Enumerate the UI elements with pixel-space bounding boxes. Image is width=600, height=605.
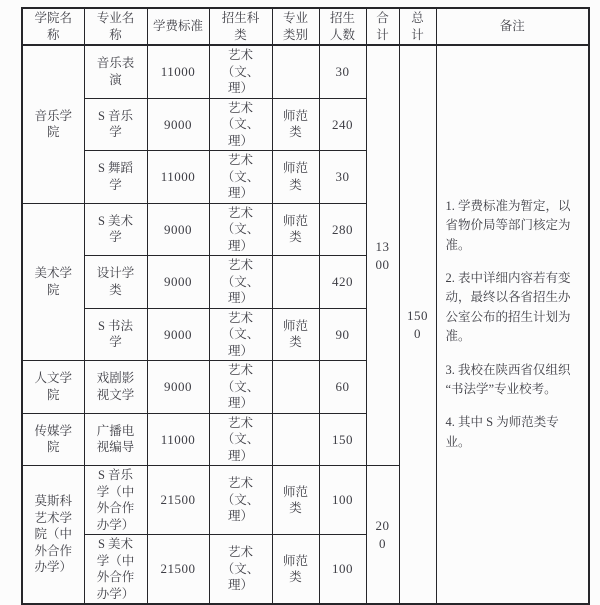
remark-item: 3. 我校在陕西省仅组织“书法学”专业校考。 [445,362,571,396]
remark-item: 4. 其中 S 为师范类专业。 [445,415,559,449]
cell-count: 150 [319,413,366,466]
cell-subject: 艺术（文、理） [209,308,272,361]
col-header-subtotal: 合计 [366,8,399,45]
cell-tuition: 9000 [147,361,209,414]
cell-category: 师范类 [272,151,319,204]
col-header-major: 专业名称 [84,8,147,45]
cell-category: 师范类 [272,203,319,256]
cell-category: 师范类 [272,98,319,151]
remark-item: 1. 学费标准为暂定，以省物价局等部门核定为准。 [445,198,571,252]
cell-tuition: 9000 [147,308,209,361]
cell-tuition: 21500 [147,535,209,605]
cell-major: 戏剧影视文学 [84,361,147,414]
cell-category [272,413,319,466]
cell-count: 90 [319,308,366,361]
cell-subject: 艺术（文、理） [209,98,272,151]
col-header-category: 专业类别 [272,8,319,45]
cell-category [272,361,319,414]
cell-major: S 音乐学 [84,98,147,151]
table-row [22,45,589,98]
cell-major: S 美术学（中外合作办学） [84,535,147,605]
cell-tuition: 9000 [147,256,209,309]
col-header-total: 总计 [399,8,436,45]
cell-category: 师范类 [272,535,319,605]
cell-category [272,45,319,98]
cell-major: 广播电视编导 [84,413,147,466]
cell-major: S 书法学 [84,308,147,361]
cell-grand-total: 1500 [399,45,436,604]
cell-category: 师范类 [272,466,319,535]
cell-subject: 艺术（文、理） [209,256,272,309]
cell-subject: 艺术（文、理） [209,45,272,98]
cell-count: 280 [319,203,366,256]
cell-tuition: 9000 [147,203,209,256]
cell-tuition: 21500 [147,466,209,535]
cell-subtotal: 1300 [366,45,399,466]
cell-college: 音乐学院 [22,45,84,203]
cell-count: 30 [319,45,366,98]
cell-count: 240 [319,98,366,151]
cell-major: 设计学类 [84,256,147,309]
admission-plan-table [21,7,590,605]
cell-subtotal: 200 [366,466,399,605]
cell-subject: 艺术（文、理） [209,466,272,535]
cell-count: 420 [319,256,366,309]
col-header-tuition: 学费标准 [147,8,209,45]
cell-remarks [436,45,589,604]
cell-college: 传媒学院 [22,413,84,466]
cell-tuition: 9000 [147,98,209,151]
cell-major: S 舞蹈学 [84,151,147,204]
cell-count: 100 [319,466,366,535]
cell-count: 100 [319,535,366,605]
col-header-remarks: 备注 [436,8,589,45]
cell-tuition: 11000 [147,45,209,98]
cell-category [272,256,319,309]
col-header-count: 招生人数 [319,8,366,45]
cell-category: 师范类 [272,308,319,361]
col-header-college: 学院名称 [22,8,84,45]
cell-subject: 艺术（文、理） [209,413,272,466]
cell-major: S 音乐学（中外合作办学） [84,466,147,535]
cell-subject: 艺术（文、理） [209,535,272,605]
col-header-subject: 招生科类 [209,8,272,45]
cell-subject: 艺术（文、理） [209,151,272,204]
cell-subject: 艺术（文、理） [209,361,272,414]
cell-major: 音乐表演 [84,45,147,98]
header-row [22,8,589,45]
cell-college: 人文学院 [22,361,84,414]
cell-count: 30 [319,151,366,204]
cell-college: 莫斯科艺术学院（中外合作办学） [22,466,84,605]
cell-count: 60 [319,361,366,414]
cell-subject: 艺术（文、理） [209,203,272,256]
cell-major: S 美术学 [84,203,147,256]
remark-item: 2. 表中详细内容若有变动，最终以各省招生办公室公布的招生计划为准。 [445,271,571,344]
cell-tuition: 11000 [147,151,209,204]
cell-tuition: 11000 [147,413,209,466]
cell-college: 美术学院 [22,203,84,361]
